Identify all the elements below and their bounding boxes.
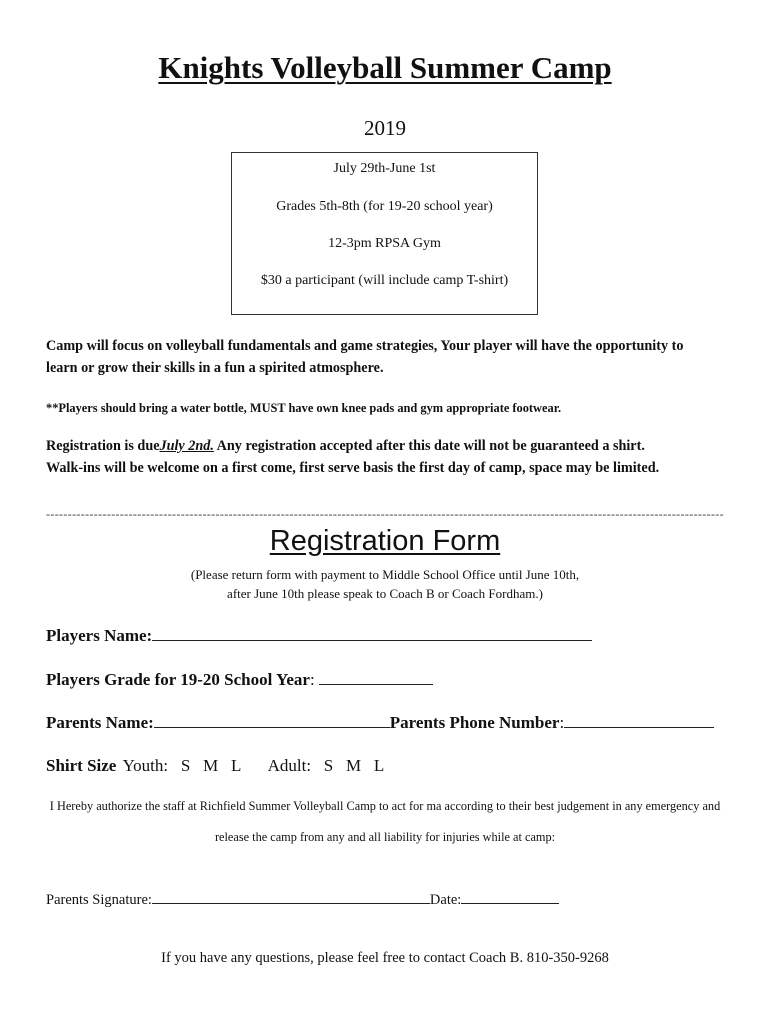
camp-cost: $30 a participant (will include camp T-shirt): [260, 273, 509, 288]
shirt-size-youth-options[interactable]: Youth: S M L: [122, 756, 242, 775]
authorization-line-2: release the camp from any and all liability for injuries while at camp:: [214, 830, 556, 844]
signature-label: Parents Signature:: [46, 892, 152, 908]
parents-phone-label: Parents Phone Number: [389, 713, 560, 732]
registration-paragraph: [46, 436, 736, 479]
shirt-size-adult-options[interactable]: Adult: S M L: [267, 756, 385, 775]
date-label: Date:: [429, 892, 462, 908]
title-text: Knights Volleyball Summer Camp: [158, 50, 612, 85]
registration-suffix: Any registration accepted after this date will not be guaranteed a shirt.: [213, 438, 645, 454]
registration-prefix: Registration is due: [46, 438, 160, 454]
parents-phone-input-line[interactable]: [564, 712, 714, 728]
signature-input-line[interactable]: [152, 891, 430, 904]
camp-year: 2019: [364, 116, 406, 140]
camp-dates: July 29th-June 1st: [333, 161, 436, 176]
camp-grades: Grades 5th-8th (for 19-20 school year): [276, 199, 493, 214]
players-grade-field: [46, 669, 433, 690]
players-name-input-line[interactable]: [152, 625, 592, 641]
form-instructions-line-2: after June 10th please speak to Coach B or Coach Fordham.): [227, 586, 543, 601]
players-grade-input-line[interactable]: [319, 669, 433, 685]
parents-name-input-line[interactable]: [154, 712, 390, 728]
cut-line-separator: ------------------------------------------------------------------------------------------------------------------------------------------------------------: [46, 507, 724, 521]
page-title: [0, 50, 770, 86]
registration-due-date: July 2nd.: [159, 438, 214, 454]
focus-line-2: learn or grow their skills in a fun a spirited atmosphere.: [46, 359, 384, 376]
authorization-line-1: I Hereby authorize the staff at Richfield Summer Volleyball Camp to act for ma according to their best judgement in any emergency and: [49, 799, 721, 813]
date-input-line[interactable]: [461, 891, 559, 904]
parents-name-label: Parents Name:: [46, 713, 154, 732]
players-grade-colon: :: [309, 670, 315, 689]
equipment-note: **Players should bring a water bottle, MUST have own knee pads and gym appropriate footwear.: [46, 401, 562, 415]
focus-line-1: Camp will focus on volleyball fundamentals and game strategies, Your player will have the opportunity to: [46, 338, 684, 354]
registration-form-title-text: Registration Form: [269, 525, 501, 557]
shirt-size-field: [46, 756, 384, 776]
form-instructions-line-1: (Please return form with payment to Middle School Office until June 10th,: [190, 567, 580, 582]
walkins-line: Walk-ins will be welcome on a first come, first serve basis the first day of camp, space may be limited.: [46, 459, 660, 476]
focus-paragraph: [46, 336, 736, 379]
parents-field-row: [46, 712, 714, 733]
players-grade-label: Players Grade for 19-20 School Year: [46, 670, 310, 689]
shirt-size-label: Shirt Size: [46, 756, 117, 775]
camp-time-place: 12-3pm RPSA Gym: [328, 236, 441, 251]
info-box: [231, 152, 538, 315]
contact-info: If you have any questions, please feel free to contact Coach B. 810-350-9268: [161, 950, 609, 966]
signature-row: [46, 891, 559, 909]
registration-form-title: [0, 525, 770, 558]
parents-phone-colon: :: [559, 713, 565, 732]
registration-line: [46, 436, 736, 458]
players-name-field: [46, 625, 592, 646]
players-name-label: Players Name:: [46, 626, 153, 645]
